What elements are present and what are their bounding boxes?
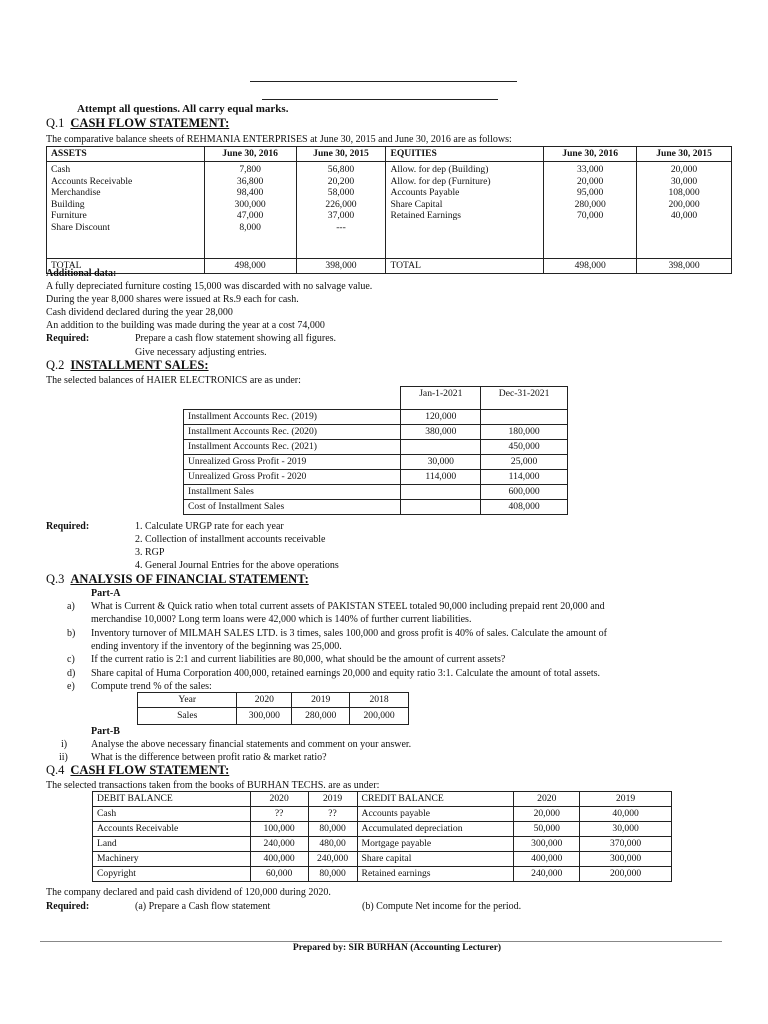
q4-required-label: Required: xyxy=(46,901,90,912)
q2-dec-value: 25,000 xyxy=(481,454,568,469)
q4-required-b: (b) Compute Net income for the period. xyxy=(362,901,522,912)
q4-debit-label: Machinery xyxy=(93,852,251,867)
q4-value: ?? xyxy=(308,807,357,822)
value: 300,000 xyxy=(234,198,266,210)
q4-col-debit-2020: 2020 xyxy=(250,792,308,807)
q3-trend-year-label: Year xyxy=(138,693,237,708)
q2-row-label: Installment Accounts Rec. (2021) xyxy=(184,439,401,454)
q4-debit-label: Copyright xyxy=(93,867,251,882)
equity-name: Accounts Payable xyxy=(390,187,460,198)
instructions: Attempt all questions. All carry equal marks. xyxy=(77,103,289,115)
q3-item-a-label: a) xyxy=(67,601,75,612)
q3-trend-sales-value: 300,000 xyxy=(237,708,292,725)
table-row xyxy=(93,822,672,837)
asset-name: Share Discount xyxy=(51,221,110,233)
table-row xyxy=(93,867,672,882)
q2-row-label: Cost of Installment Sales xyxy=(184,499,401,514)
q1-total-label: TOTAL xyxy=(47,259,205,274)
value: 200,000 xyxy=(668,198,700,210)
table-row xyxy=(184,499,568,514)
q3-trend-sales-label: Sales xyxy=(138,708,237,725)
q2-required-1: 1. Calculate URGP rate for each year xyxy=(135,521,284,532)
q4-value: 480,00 xyxy=(308,837,357,852)
q1-col-assets-2015: June 30, 2015 xyxy=(296,147,386,162)
q4-col-credit: CREDIT BALANCE xyxy=(357,792,514,807)
q2-jan-value xyxy=(401,499,481,514)
value: 108,000 xyxy=(668,187,700,198)
q2-required-3: 3. RGP xyxy=(135,547,165,558)
q2-jan-value: 30,000 xyxy=(401,454,481,469)
equity-name: Retained Earnings xyxy=(390,210,462,221)
q2-col-dec: Dec-31-2021 xyxy=(481,387,568,410)
value: 36,800 xyxy=(236,175,264,187)
q1-col-equities: EQUITIES xyxy=(386,147,544,162)
value: 95,000 xyxy=(576,187,604,198)
q1-total-assets-2016: 498,000 xyxy=(204,259,296,274)
q3-item-b-line1: Inventory turnover of MILMAH SALES LTD. is 3 times, sales 100,000 and gross profit is 40% of sales. Calculate the amount of xyxy=(91,628,607,639)
q1-col-equities-2016: June 30, 2016 xyxy=(544,147,637,162)
q1-number: Q.1 xyxy=(46,116,65,130)
value: 33,000 xyxy=(576,164,604,175)
footer-credit: Prepared by: SIR BURHAN (Accounting Lecturer) xyxy=(292,943,502,953)
q4-value: 80,000 xyxy=(308,867,357,882)
q1-balance-sheet-table xyxy=(46,146,732,274)
q1-header-row xyxy=(47,147,732,162)
value: 47,000 xyxy=(236,210,264,221)
q3-trend-sales-value: 200,000 xyxy=(350,708,409,725)
q3-part-a: Part-A xyxy=(91,588,121,599)
q1-additional-4: An addition to the building was made during the year at a cost 74,000 xyxy=(46,320,325,331)
q3-item-d-line1: Share capital of Huma Corporation 400,000, retained earnings 20,000 and equity ratio 3:1. Calculate the amount of total assets. xyxy=(91,668,601,679)
q3-title: ANALYSIS OF FINANCIAL STATEMENT: xyxy=(70,572,309,586)
q3-item-d-label: d) xyxy=(67,668,76,679)
q2-number: Q.2 xyxy=(46,358,65,372)
q4-debit-label: Accounts Receivable xyxy=(93,822,251,837)
q3-trend-sales-value: 280,000 xyxy=(292,708,350,725)
value: 56,800 xyxy=(327,164,355,175)
q1-total-equities-2016: 498,000 xyxy=(544,259,637,274)
q4-value: 300,000 xyxy=(580,852,672,867)
q2-dec-value: 180,000 xyxy=(481,424,568,439)
value: 58,000 xyxy=(327,187,355,198)
q4-col-credit-2019: 2019 xyxy=(580,792,672,807)
q2-title: INSTALLMENT SALES: xyxy=(70,358,209,372)
q4-col-credit-2020: 2020 xyxy=(514,792,580,807)
q1-assets-list xyxy=(47,162,205,259)
q4-debit-label: Land xyxy=(93,837,251,852)
q3-item-a-line1: What is Current & Quick ratio when total current assets of PAKISTAN STEEL totaled 90,000 including prepaid rent 20,000 and xyxy=(91,601,605,612)
q1-intro: The comparative balance sheets of REHMANIA ENTERPRISES at June 30, 2015 and June 30, 2016 are as follows: xyxy=(46,134,512,145)
q3-trend-table xyxy=(137,692,409,725)
q1-col-equities-2015: June 30, 2015 xyxy=(637,147,732,162)
q2-dec-value: 450,000 xyxy=(481,439,568,454)
q3-trend-year: 2019 xyxy=(292,693,350,708)
q2-blank-header xyxy=(184,387,401,410)
value: 30,000 xyxy=(670,175,698,187)
table-row xyxy=(93,807,672,822)
q4-debit-label: Cash xyxy=(93,807,251,822)
q1-equities-2016-values xyxy=(544,162,637,259)
value: 226,000 xyxy=(325,198,357,210)
value: 20,000 xyxy=(670,164,698,175)
q4-credit-label: Mortgage payable xyxy=(357,837,514,852)
q1-col-assets: ASSETS xyxy=(47,147,205,162)
q3-item-b-label: b) xyxy=(67,628,76,639)
equity-name: Allow. for dep (Building) xyxy=(390,164,489,175)
q4-number: Q.4 xyxy=(46,763,65,777)
q2-jan-value xyxy=(401,484,481,499)
q3-item-c-label: c) xyxy=(67,654,75,665)
q3-trend-year: 2020 xyxy=(237,693,292,708)
q4-col-debit: DEBIT BALANCE xyxy=(93,792,251,807)
value: --- xyxy=(336,221,346,233)
table-row xyxy=(184,484,568,499)
q2-dec-value xyxy=(481,409,568,424)
table-row xyxy=(184,409,568,424)
q2-required-label: Required: xyxy=(46,521,90,532)
equity-name: Allow. for dep (Furniture) xyxy=(390,175,491,187)
q1-total-row xyxy=(47,259,732,274)
q1-additional-3: Cash dividend declared during the year 28,000 xyxy=(46,307,233,318)
q4-heading xyxy=(46,763,229,778)
q3-number: Q.3 xyxy=(46,572,65,586)
q1-additional-1: A fully depreciated furniture costing 15,000 was discarded with no salvage value. xyxy=(46,281,373,292)
q4-value: ?? xyxy=(250,807,308,822)
q2-header-row xyxy=(184,387,568,410)
asset-name: Furniture xyxy=(51,210,87,221)
q3-trend-year: 2018 xyxy=(350,693,409,708)
q2-row-label: Installment Accounts Rec. (2019) xyxy=(184,409,401,424)
q4-value: 200,000 xyxy=(580,867,672,882)
q2-row-label: Installment Accounts Rec. (2020) xyxy=(184,424,401,439)
value: 37,000 xyxy=(327,210,355,221)
q2-col-jan: Jan-1-2021 xyxy=(401,387,481,410)
value: 98,400 xyxy=(236,187,264,198)
q4-value: 370,000 xyxy=(580,837,672,852)
q1-additional-2: During the year 8,000 shares were issued at Rs.9 each for cash. xyxy=(46,294,299,305)
q2-row-label: Unrealized Gross Profit - 2020 xyxy=(184,469,401,484)
q4-header-row xyxy=(93,792,672,807)
q1-total-equities-2015: 398,000 xyxy=(637,259,732,274)
q2-row-label: Installment Sales xyxy=(184,484,401,499)
table-row xyxy=(184,424,568,439)
q4-value: 30,000 xyxy=(580,822,672,837)
q4-value: 20,000 xyxy=(514,807,580,822)
asset-name: Accounts Receivable xyxy=(51,175,133,187)
value: 7,800 xyxy=(239,164,261,175)
q1-total-label-equities: TOTAL xyxy=(386,259,544,274)
q1-required-label: Required: xyxy=(46,333,90,344)
asset-name: Merchandise xyxy=(51,187,101,198)
value: 8,000 xyxy=(239,221,261,233)
q4-value: 400,000 xyxy=(250,852,308,867)
q2-dec-value: 408,000 xyxy=(481,499,568,514)
q1-assets-2016-values xyxy=(204,162,296,259)
q4-dividend-note: The company declared and paid cash dividend of 120,000 during 2020. xyxy=(46,887,331,898)
q4-credit-label: Accounts payable xyxy=(357,807,514,822)
q1-assets-2015-values xyxy=(296,162,386,259)
q2-dec-value: 600,000 xyxy=(481,484,568,499)
q4-value: 60,000 xyxy=(250,867,308,882)
q3-item-ii-text: What is the difference between profit ratio & market ratio? xyxy=(91,752,327,763)
q4-value: 400,000 xyxy=(514,852,580,867)
value: 20,200 xyxy=(327,175,355,187)
q2-intro: The selected balances of HAIER ELECTRONICS are as under: xyxy=(46,375,301,386)
asset-name: Building xyxy=(51,198,85,210)
q1-equities-list xyxy=(386,162,544,259)
q1-total-assets-2015: 398,000 xyxy=(296,259,386,274)
q4-value: 50,000 xyxy=(514,822,580,837)
q3-item-b-line2: ending inventory if the inventory of the beginning was 25,000. xyxy=(91,641,342,652)
q4-col-debit-2019: 2019 xyxy=(308,792,357,807)
table-row xyxy=(184,454,568,469)
q4-intro: The selected transactions taken from the books of BURHAN TECHS. are as under: xyxy=(46,780,380,791)
q1-body-row xyxy=(47,162,732,259)
q3-item-a-line2: merchandise 10,000? Long term loans were 42,000 which is 140% of further current liabilities. xyxy=(91,614,472,625)
value: 280,000 xyxy=(574,198,606,210)
q3-item-e-label: e) xyxy=(67,681,75,692)
q2-jan-value: 120,000 xyxy=(401,409,481,424)
q2-jan-value: 380,000 xyxy=(401,424,481,439)
q1-additional-label: Additional data: xyxy=(46,268,117,279)
q3-heading xyxy=(46,572,309,587)
q2-jan-value xyxy=(401,439,481,454)
q3-trend-header-row xyxy=(138,693,409,708)
q4-balances-table xyxy=(92,791,672,882)
q2-required-2: 2. Collection of installment accounts receivable xyxy=(135,534,326,545)
q1-required-2: Give necessary adjusting entries. xyxy=(135,347,267,358)
q3-item-i-label: i) xyxy=(61,739,68,750)
value: 70,000 xyxy=(576,210,604,221)
q4-required-a: (a) Prepare a Cash flow statement xyxy=(135,901,271,912)
value: 40,000 xyxy=(670,210,698,221)
q1-required-1: Prepare a cash flow statement showing all figures. xyxy=(135,333,337,344)
q3-item-ii-label: ii) xyxy=(59,752,68,763)
q2-balances-table xyxy=(183,386,568,515)
q2-required-4: 4. General Journal Entries for the above operations xyxy=(135,560,339,571)
q3-item-i-text: Analyse the above necessary financial statements and comment on your answer. xyxy=(91,739,412,750)
table-row xyxy=(93,837,672,852)
q4-value: 240,000 xyxy=(514,867,580,882)
value: 20,000 xyxy=(576,175,604,187)
q4-value: 240,000 xyxy=(250,837,308,852)
footer-divider xyxy=(40,941,722,942)
q1-title: CASH FLOW STATEMENT: xyxy=(70,116,230,130)
q4-credit-label: Retained earnings xyxy=(357,867,514,882)
table-row xyxy=(184,439,568,454)
table-row xyxy=(184,469,568,484)
q4-credit-label: Share capital xyxy=(357,852,514,867)
q4-credit-label: Accumulated depreciation xyxy=(357,822,514,837)
q3-item-e-line1: Compute trend % of the sales: xyxy=(91,681,212,692)
q2-heading xyxy=(46,358,209,373)
q1-equities-2015-values xyxy=(637,162,732,259)
q2-row-label: Unrealized Gross Profit - 2019 xyxy=(184,454,401,469)
q4-value: 300,000 xyxy=(514,837,580,852)
q2-jan-value: 114,000 xyxy=(401,469,481,484)
q4-value: 40,000 xyxy=(580,807,672,822)
q4-title: CASH FLOW STATEMENT: xyxy=(70,763,230,777)
q4-value: 80,000 xyxy=(308,822,357,837)
q4-value: 240,000 xyxy=(308,852,357,867)
asset-name: Cash xyxy=(51,164,71,175)
q1-col-assets-2016: June 30, 2016 xyxy=(204,147,296,162)
q3-trend-sales-row xyxy=(138,708,409,725)
q3-item-c-line1: If the current ratio is 2:1 and current liabilities are 80,000, what should be the amount of current assets? xyxy=(91,654,506,665)
q2-dec-value: 114,000 xyxy=(481,469,568,484)
header-line-bottom xyxy=(262,99,498,100)
table-row xyxy=(93,852,672,867)
q4-value: 100,000 xyxy=(250,822,308,837)
q1-heading xyxy=(46,116,229,131)
q3-part-b: Part-B xyxy=(91,726,120,737)
equity-name: Share Capital xyxy=(390,198,443,210)
header-line-top xyxy=(250,81,517,82)
